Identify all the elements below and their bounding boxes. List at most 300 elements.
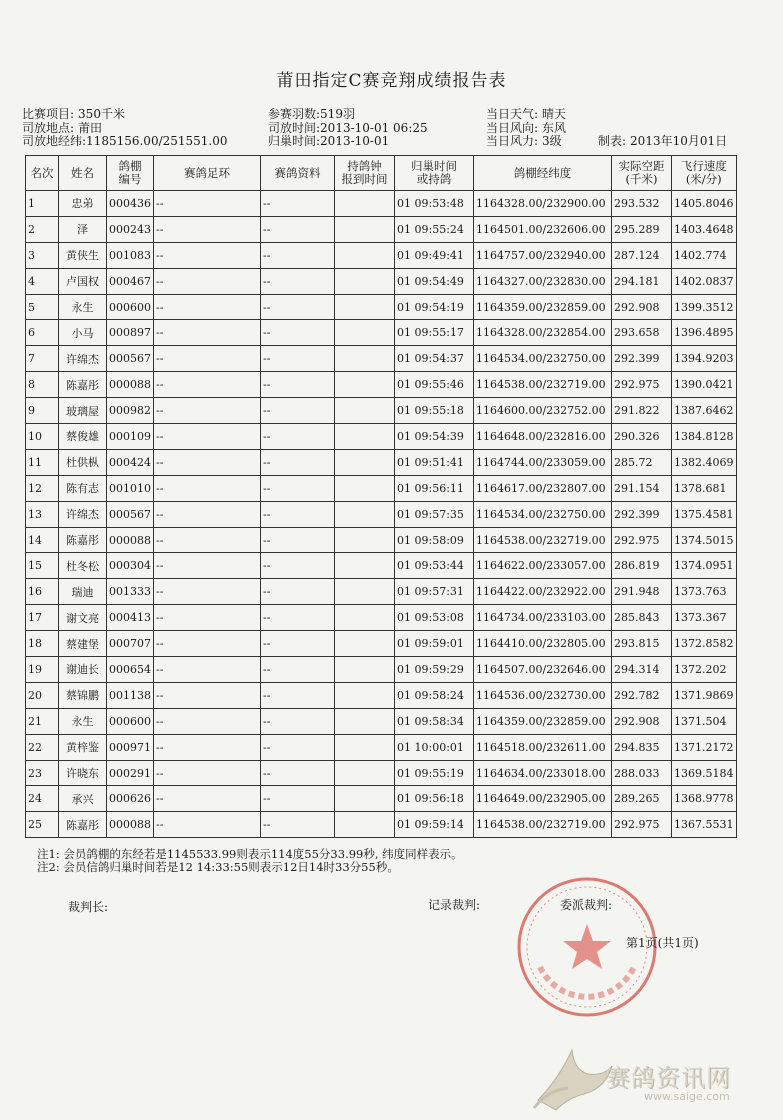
cell-distance: 286.819 bbox=[612, 553, 672, 579]
cell-rank: 22 bbox=[26, 734, 59, 760]
cell-name: 陈嘉彤 bbox=[59, 372, 107, 398]
cell-ring: -- bbox=[154, 605, 261, 631]
header-speed: 飞行速度 (米/分) bbox=[672, 156, 737, 191]
cell-loft-number: 000982 bbox=[107, 398, 154, 424]
release-time-value: 2013-10-01 06:25 bbox=[320, 120, 428, 135]
cell-ring: -- bbox=[154, 346, 261, 372]
cell-return-time: 01 09:59:01 bbox=[395, 631, 474, 657]
cell-ring: -- bbox=[154, 449, 261, 475]
cell-name: 蔡锦鹏 bbox=[59, 682, 107, 708]
table-row bbox=[26, 812, 737, 838]
cell-distance: 294.181 bbox=[612, 268, 672, 294]
cell-return-time: 01 09:54:39 bbox=[395, 424, 474, 450]
cell-loft-number: 000567 bbox=[107, 501, 154, 527]
cell-return-time: 01 09:55:46 bbox=[395, 372, 474, 398]
cell-pigeon-data: -- bbox=[261, 708, 335, 734]
cell-rank: 25 bbox=[26, 812, 59, 838]
cell-clock-time bbox=[335, 475, 395, 501]
cell-return-time: 01 09:54:19 bbox=[395, 294, 474, 320]
cell-ring: -- bbox=[154, 372, 261, 398]
cell-name: 陈嘉彤 bbox=[59, 812, 107, 838]
cell-ring: -- bbox=[154, 579, 261, 605]
cell-name: 泽 bbox=[59, 216, 107, 242]
cell-loft-coords: 1164518.00/232611.00 bbox=[474, 734, 612, 760]
cell-loft-number: 000088 bbox=[107, 372, 154, 398]
cell-clock-time bbox=[335, 657, 395, 683]
cell-rank: 15 bbox=[26, 553, 59, 579]
cell-speed: 1374.5015 bbox=[672, 527, 737, 553]
cell-speed: 1368.9778 bbox=[672, 786, 737, 812]
results-table bbox=[25, 155, 737, 838]
cell-pigeon-data: -- bbox=[261, 760, 335, 786]
cell-loft-number: 000088 bbox=[107, 527, 154, 553]
cell-speed: 1403.4648 bbox=[672, 216, 737, 242]
table-row bbox=[26, 631, 737, 657]
cell-pigeon-data: -- bbox=[261, 294, 335, 320]
cell-speed: 1399.3512 bbox=[672, 294, 737, 320]
cell-clock-time bbox=[335, 812, 395, 838]
cell-pigeon-data: -- bbox=[261, 527, 335, 553]
header-rank: 名次 bbox=[26, 156, 59, 191]
cell-pigeon-data: -- bbox=[261, 734, 335, 760]
cell-loft-number: 000707 bbox=[107, 631, 154, 657]
cell-rank: 24 bbox=[26, 786, 59, 812]
table-row bbox=[26, 449, 737, 475]
cell-loft-coords: 1164501.00/232606.00 bbox=[474, 216, 612, 242]
table-row bbox=[26, 734, 737, 760]
cell-ring: -- bbox=[154, 268, 261, 294]
cell-speed: 1402.774 bbox=[672, 242, 737, 268]
header-coords: 鸽棚经纬度 bbox=[474, 156, 612, 191]
cell-rank: 18 bbox=[26, 631, 59, 657]
cell-name: 蔡俊雄 bbox=[59, 424, 107, 450]
cell-speed: 1396.4895 bbox=[672, 320, 737, 346]
cell-rank: 12 bbox=[26, 475, 59, 501]
entries-value: 519羽 bbox=[320, 107, 355, 121]
cell-loft-coords: 1164359.00/232859.00 bbox=[474, 294, 612, 320]
table-row bbox=[26, 475, 737, 501]
cell-ring: -- bbox=[154, 191, 261, 217]
cell-distance: 292.782 bbox=[612, 682, 672, 708]
cell-pigeon-data: -- bbox=[261, 242, 335, 268]
cell-distance: 295.289 bbox=[612, 216, 672, 242]
cell-clock-time bbox=[335, 734, 395, 760]
cell-loft-coords: 1164538.00/232719.00 bbox=[474, 527, 612, 553]
cell-ring: -- bbox=[154, 242, 261, 268]
cell-speed: 1375.4581 bbox=[672, 501, 737, 527]
cell-return-time: 01 09:56:18 bbox=[395, 786, 474, 812]
cell-pigeon-data: -- bbox=[261, 449, 335, 475]
cell-distance: 289.265 bbox=[612, 786, 672, 812]
record-judge-label: 记录裁判: bbox=[428, 898, 481, 912]
cell-ring: -- bbox=[154, 760, 261, 786]
cell-rank: 13 bbox=[26, 501, 59, 527]
cell-clock-time bbox=[335, 501, 395, 527]
cell-distance: 285.843 bbox=[612, 605, 672, 631]
cell-speed: 1382.4069 bbox=[672, 449, 737, 475]
cell-return-time: 01 09:51:41 bbox=[395, 449, 474, 475]
cell-distance: 294.314 bbox=[612, 657, 672, 683]
cell-ring: -- bbox=[154, 734, 261, 760]
cell-name: 谢迪长 bbox=[59, 657, 107, 683]
table-row bbox=[26, 527, 737, 553]
meta-column-right bbox=[486, 108, 566, 149]
cell-name: 杜冬松 bbox=[59, 553, 107, 579]
cell-rank: 7 bbox=[26, 346, 59, 372]
table-row bbox=[26, 657, 737, 683]
cell-name: 卢国权 bbox=[59, 268, 107, 294]
cell-ring: -- bbox=[154, 553, 261, 579]
cell-loft-coords: 1164534.00/232750.00 bbox=[474, 501, 612, 527]
cell-return-time: 01 09:55:19 bbox=[395, 760, 474, 786]
cell-distance: 293.532 bbox=[612, 191, 672, 217]
cell-clock-time bbox=[335, 346, 395, 372]
cell-rank: 17 bbox=[26, 605, 59, 631]
cell-ring: -- bbox=[154, 812, 261, 838]
table-row bbox=[26, 242, 737, 268]
cell-name: 忠弟 bbox=[59, 191, 107, 217]
cell-distance: 287.124 bbox=[612, 242, 672, 268]
cell-rank: 2 bbox=[26, 216, 59, 242]
cell-distance: 292.975 bbox=[612, 812, 672, 838]
cell-ring: -- bbox=[154, 527, 261, 553]
cell-loft-number: 001083 bbox=[107, 242, 154, 268]
cell-distance: 288.033 bbox=[612, 760, 672, 786]
cell-pigeon-data: -- bbox=[261, 346, 335, 372]
results-body bbox=[26, 191, 737, 838]
cell-name: 永生 bbox=[59, 294, 107, 320]
table-row bbox=[26, 372, 737, 398]
prepared-value: 2013年10月01日 bbox=[630, 134, 728, 148]
cell-name: 永生 bbox=[59, 708, 107, 734]
cell-clock-time bbox=[335, 449, 395, 475]
cell-name: 许绵杰 bbox=[59, 501, 107, 527]
cell-name: 许绵杰 bbox=[59, 346, 107, 372]
cell-speed: 1387.6462 bbox=[672, 398, 737, 424]
cell-clock-time bbox=[335, 760, 395, 786]
cell-loft-coords: 1164538.00/232719.00 bbox=[474, 812, 612, 838]
cell-loft-number: 000109 bbox=[107, 424, 154, 450]
cell-clock-time bbox=[335, 372, 395, 398]
cell-return-time: 01 09:58:34 bbox=[395, 708, 474, 734]
header-loft: 鸽棚 编号 bbox=[107, 156, 154, 191]
cell-clock-time bbox=[335, 424, 395, 450]
cell-return-time: 01 09:53:44 bbox=[395, 553, 474, 579]
cell-rank: 5 bbox=[26, 294, 59, 320]
cell-speed: 1373.763 bbox=[672, 579, 737, 605]
watermark-url: www.saige.com bbox=[644, 1090, 730, 1103]
cell-name: 黄梓鉴 bbox=[59, 734, 107, 760]
table-header-row bbox=[26, 156, 737, 191]
cell-ring: -- bbox=[154, 501, 261, 527]
cell-ring: -- bbox=[154, 475, 261, 501]
cell-speed: 1394.9203 bbox=[672, 346, 737, 372]
cell-clock-time bbox=[335, 398, 395, 424]
meta-column-left bbox=[22, 108, 228, 149]
prepared-label: 制表: bbox=[598, 134, 627, 148]
cell-return-time: 01 09:56:11 bbox=[395, 475, 474, 501]
footnotes bbox=[37, 848, 463, 874]
cell-return-time: 01 09:55:17 bbox=[395, 320, 474, 346]
weather-label: 当日天气: bbox=[486, 107, 539, 121]
cell-speed: 1374.0951 bbox=[672, 553, 737, 579]
table-row bbox=[26, 268, 737, 294]
cell-return-time: 01 09:54:37 bbox=[395, 346, 474, 372]
cell-name: 蔡建堡 bbox=[59, 631, 107, 657]
cell-loft-number: 000626 bbox=[107, 786, 154, 812]
cell-return-time: 01 09:57:35 bbox=[395, 501, 474, 527]
cell-clock-time bbox=[335, 682, 395, 708]
footnote-2: 注2: 会员信鸽归巢时间若是12 14:33:55则表示12日14时33分55秒。 bbox=[37, 860, 399, 874]
cell-distance: 292.399 bbox=[612, 501, 672, 527]
return-time-label: 归巢时间: bbox=[268, 134, 321, 149]
cell-loft-number: 000971 bbox=[107, 734, 154, 760]
wind-force-value: 3级 bbox=[542, 134, 562, 149]
cell-speed: 1390.0421 bbox=[672, 372, 737, 398]
header-ring: 赛鸽足环 bbox=[154, 156, 261, 191]
header-return: 归巢时间 或持鸽 bbox=[395, 156, 474, 191]
cell-loft-coords: 1164328.00/232900.00 bbox=[474, 191, 612, 217]
cell-name: 谢文亮 bbox=[59, 605, 107, 631]
return-time-value: 2013-10-01 bbox=[320, 134, 390, 149]
weather-value: 晴天 bbox=[542, 107, 567, 121]
cell-speed: 1371.504 bbox=[672, 708, 737, 734]
cell-rank: 19 bbox=[26, 657, 59, 683]
cell-loft-coords: 1164622.00/233057.00 bbox=[474, 553, 612, 579]
cell-speed: 1384.8128 bbox=[672, 424, 737, 450]
cell-distance: 292.908 bbox=[612, 708, 672, 734]
cell-name: 陈有志 bbox=[59, 475, 107, 501]
table-row bbox=[26, 553, 737, 579]
page-number: 第1页(共1页) bbox=[626, 936, 699, 950]
cell-pigeon-data: -- bbox=[261, 320, 335, 346]
cell-clock-time bbox=[335, 786, 395, 812]
cell-return-time: 01 09:49:41 bbox=[395, 242, 474, 268]
cell-loft-coords: 1164327.00/232830.00 bbox=[474, 268, 612, 294]
release-site-value: 莆田 bbox=[78, 120, 103, 135]
cell-pigeon-data: -- bbox=[261, 786, 335, 812]
cell-pigeon-data: -- bbox=[261, 191, 335, 217]
cell-clock-time bbox=[335, 579, 395, 605]
wind-direction-label: 当日风向: bbox=[486, 120, 539, 135]
footnote-1: 注1: 会员鸽棚的东经若是1145533.99则表示114度55分33.99秒, 纬度同样表示。 bbox=[37, 847, 463, 861]
cell-name: 瑞迪 bbox=[59, 579, 107, 605]
cell-pigeon-data: -- bbox=[261, 553, 335, 579]
chief-judge-label: 裁判长: bbox=[68, 900, 109, 914]
cell-loft-number: 000436 bbox=[107, 191, 154, 217]
cell-loft-coords: 1164648.00/232816.00 bbox=[474, 424, 612, 450]
cell-loft-number: 000567 bbox=[107, 346, 154, 372]
cell-clock-time bbox=[335, 268, 395, 294]
cell-loft-number: 000897 bbox=[107, 320, 154, 346]
header-clock: 持鸽钟 报到时间 bbox=[335, 156, 395, 191]
cell-clock-time bbox=[335, 553, 395, 579]
table-row bbox=[26, 760, 737, 786]
cell-ring: -- bbox=[154, 424, 261, 450]
cell-clock-time bbox=[335, 320, 395, 346]
table-row bbox=[26, 424, 737, 450]
cell-loft-coords: 1164649.00/232905.00 bbox=[474, 786, 612, 812]
cell-return-time: 01 09:55:18 bbox=[395, 398, 474, 424]
table-row bbox=[26, 191, 737, 217]
wind-force-label: 当日风力: bbox=[486, 134, 539, 149]
watermark-site-name: 赛鸽资讯网 bbox=[606, 1064, 731, 1092]
cell-pigeon-data: -- bbox=[261, 579, 335, 605]
cell-distance: 293.658 bbox=[612, 320, 672, 346]
cell-distance: 293.815 bbox=[612, 631, 672, 657]
cell-rank: 8 bbox=[26, 372, 59, 398]
table-row bbox=[26, 579, 737, 605]
cell-speed: 1371.9869 bbox=[672, 682, 737, 708]
cell-ring: -- bbox=[154, 216, 261, 242]
prepared-date bbox=[598, 135, 727, 149]
cell-speed: 1378.681 bbox=[672, 475, 737, 501]
release-coords-value: 1185156.00/251551.00 bbox=[86, 134, 228, 149]
cell-return-time: 01 09:53:08 bbox=[395, 605, 474, 631]
cell-pigeon-data: -- bbox=[261, 424, 335, 450]
cell-distance: 285.72 bbox=[612, 449, 672, 475]
cell-loft-number: 001138 bbox=[107, 682, 154, 708]
cell-return-time: 01 09:58:09 bbox=[395, 527, 474, 553]
release-site-label: 司放地点: bbox=[22, 120, 75, 135]
cell-loft-number: 000600 bbox=[107, 708, 154, 734]
cell-loft-coords: 1164600.00/232752.00 bbox=[474, 398, 612, 424]
cell-clock-time bbox=[335, 294, 395, 320]
cell-pigeon-data: -- bbox=[261, 398, 335, 424]
cell-loft-coords: 1164534.00/232750.00 bbox=[474, 346, 612, 372]
cell-speed: 1372.8582 bbox=[672, 631, 737, 657]
wind-direction-value: 东风 bbox=[542, 120, 567, 135]
cell-speed: 1371.2172 bbox=[672, 734, 737, 760]
cell-loft-coords: 1164422.00/232922.00 bbox=[474, 579, 612, 605]
cell-speed: 1402.0837 bbox=[672, 268, 737, 294]
cell-loft-number: 001333 bbox=[107, 579, 154, 605]
cell-distance: 294.835 bbox=[612, 734, 672, 760]
cell-clock-time bbox=[335, 527, 395, 553]
cell-pigeon-data: -- bbox=[261, 501, 335, 527]
cell-pigeon-data: -- bbox=[261, 605, 335, 631]
cell-distance: 290.326 bbox=[612, 424, 672, 450]
cell-rank: 11 bbox=[26, 449, 59, 475]
cell-distance: 292.908 bbox=[612, 294, 672, 320]
cell-rank: 21 bbox=[26, 708, 59, 734]
header-distance: 实际空距 (千米) bbox=[612, 156, 672, 191]
meta-column-middle bbox=[268, 108, 428, 149]
cell-distance: 292.975 bbox=[612, 527, 672, 553]
cell-name: 杜供枞 bbox=[59, 449, 107, 475]
cell-loft-coords: 1164359.00/232859.00 bbox=[474, 708, 612, 734]
cell-speed: 1369.5184 bbox=[672, 760, 737, 786]
table-row bbox=[26, 320, 737, 346]
cell-distance: 292.975 bbox=[612, 372, 672, 398]
cell-ring: -- bbox=[154, 682, 261, 708]
header-data: 赛鸽资料 bbox=[261, 156, 335, 191]
cell-loft-number: 000654 bbox=[107, 657, 154, 683]
cell-loft-number: 000291 bbox=[107, 760, 154, 786]
cell-ring: -- bbox=[154, 657, 261, 683]
release-coords-label: 司放地经纬: bbox=[22, 134, 87, 149]
cell-loft-number: 000304 bbox=[107, 553, 154, 579]
cell-clock-time bbox=[335, 216, 395, 242]
cell-ring: -- bbox=[154, 294, 261, 320]
cell-ring: -- bbox=[154, 398, 261, 424]
table-row bbox=[26, 501, 737, 527]
cell-speed: 1367.5531 bbox=[672, 812, 737, 838]
cell-loft-number: 000088 bbox=[107, 812, 154, 838]
cell-distance: 292.399 bbox=[612, 346, 672, 372]
cell-rank: 4 bbox=[26, 268, 59, 294]
pigeon-logo-icon bbox=[528, 1030, 618, 1114]
cell-rank: 20 bbox=[26, 682, 59, 708]
cell-ring: -- bbox=[154, 320, 261, 346]
event-value: 350千米 bbox=[78, 107, 125, 121]
cell-pigeon-data: -- bbox=[261, 372, 335, 398]
cell-pigeon-data: -- bbox=[261, 216, 335, 242]
table-row bbox=[26, 346, 737, 372]
cell-pigeon-data: -- bbox=[261, 475, 335, 501]
header-name: 姓名 bbox=[59, 156, 107, 191]
cell-distance: 291.154 bbox=[612, 475, 672, 501]
cell-name: 黄侠生 bbox=[59, 242, 107, 268]
event-label: 比赛项目: bbox=[22, 107, 75, 121]
entries-label: 参赛羽数: bbox=[268, 107, 321, 121]
cell-pigeon-data: -- bbox=[261, 631, 335, 657]
cell-clock-time bbox=[335, 631, 395, 657]
cell-return-time: 01 10:00:01 bbox=[395, 734, 474, 760]
cell-name: 陈嘉彤 bbox=[59, 527, 107, 553]
cell-loft-number: 001010 bbox=[107, 475, 154, 501]
cell-rank: 1 bbox=[26, 191, 59, 217]
cell-loft-coords: 1164734.00/233103.00 bbox=[474, 605, 612, 631]
cell-return-time: 01 09:59:29 bbox=[395, 657, 474, 683]
cell-pigeon-data: -- bbox=[261, 268, 335, 294]
cell-return-time: 01 09:53:48 bbox=[395, 191, 474, 217]
cell-loft-coords: 1164410.00/232805.00 bbox=[474, 631, 612, 657]
cell-clock-time bbox=[335, 708, 395, 734]
cell-loft-number: 000467 bbox=[107, 268, 154, 294]
table-row bbox=[26, 786, 737, 812]
cell-name: 小马 bbox=[59, 320, 107, 346]
cell-pigeon-data: -- bbox=[261, 682, 335, 708]
cell-ring: -- bbox=[154, 631, 261, 657]
cell-return-time: 01 09:58:24 bbox=[395, 682, 474, 708]
cell-rank: 10 bbox=[26, 424, 59, 450]
cell-loft-number: 000424 bbox=[107, 449, 154, 475]
table-row bbox=[26, 682, 737, 708]
cell-name: 玻璃屋 bbox=[59, 398, 107, 424]
cell-loft-coords: 1164617.00/232807.00 bbox=[474, 475, 612, 501]
cell-return-time: 01 09:54:49 bbox=[395, 268, 474, 294]
page-title: 莆田指定C赛竞翔成绩报告表 bbox=[276, 71, 507, 91]
delegate-judge-label: 委派裁判: bbox=[560, 898, 613, 912]
cell-rank: 14 bbox=[26, 527, 59, 553]
cell-return-time: 01 09:57:31 bbox=[395, 579, 474, 605]
cell-rank: 23 bbox=[26, 760, 59, 786]
cell-loft-coords: 1164538.00/232719.00 bbox=[474, 372, 612, 398]
cell-clock-time bbox=[335, 191, 395, 217]
cell-loft-coords: 1164507.00/232646.00 bbox=[474, 657, 612, 683]
cell-pigeon-data: -- bbox=[261, 657, 335, 683]
cell-ring: -- bbox=[154, 786, 261, 812]
cell-loft-coords: 1164744.00/233059.00 bbox=[474, 449, 612, 475]
cell-distance: 291.822 bbox=[612, 398, 672, 424]
cell-name: 承兴 bbox=[59, 786, 107, 812]
cell-loft-coords: 1164757.00/232940.00 bbox=[474, 242, 612, 268]
cell-loft-number: 000243 bbox=[107, 216, 154, 242]
table-row bbox=[26, 605, 737, 631]
release-time-label: 司放时间: bbox=[268, 120, 321, 135]
cell-rank: 3 bbox=[26, 242, 59, 268]
